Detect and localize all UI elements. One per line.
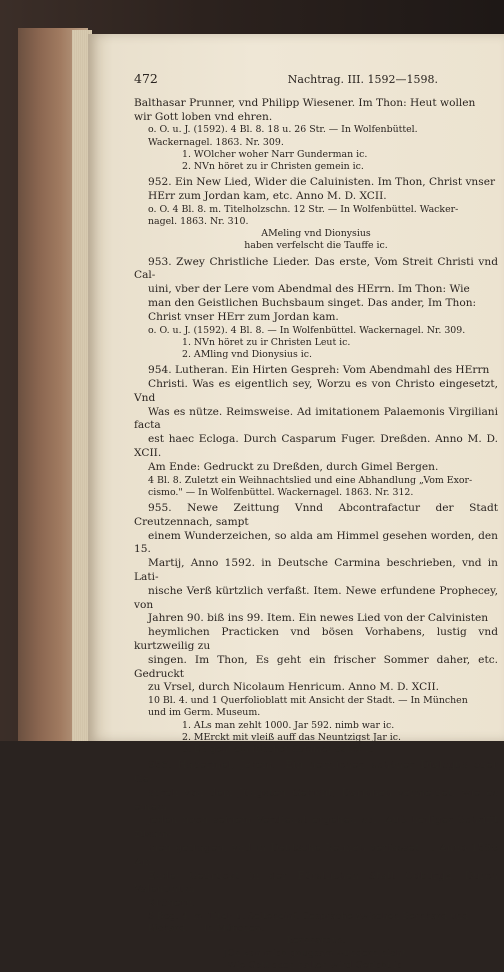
incipit-line: AMeling vnd Dionysius [261,228,371,240]
entry-954 [134,364,498,474]
note-line: 2. MErckt mit vleiß auff das Neuntzigst Jar ic. [182,731,402,743]
entry-955-note [134,695,498,719]
text-line: Jahren 90. biß ins 99. Item. Ein newes Lied von der Calvinisten [148,612,489,625]
entry-953 [134,256,498,325]
running-head: Nachtrag. III. 1592—1598. [287,73,438,86]
entry-952 [134,176,498,204]
entry-954-note [134,475,498,499]
note-line: 5 Bog. 4. m. Titel- u. Seiteneinf. Gespräche zwischen Bernhard und [148,910,469,922]
note-line: 1. WOlcher woher Narr Gunderman ic. [182,148,368,160]
note-line: 3. ES geht ein frischer Sommer daher ic. [182,743,377,755]
text-line: einem Wunderzeichen, so alda am Himmel gesehen worden, den 15. [134,529,498,556]
text-line: zu Vrsel, durch Nicolaum Henricum. Anno M. D. XCII. [148,681,440,694]
text-line: Krönern. [148,897,196,910]
text-line: uini, vber der Lere vom Abendmal des HErrn. Im Thon: Wie [148,283,470,296]
page-header [134,72,498,87]
text-line: 956. Habermel, Jerem., Ein herrlicher, schöner Dialogus oder Ge- [134,759,498,785]
note-line: 2. NVn höret zu ir Christen gemein ic. [182,161,364,172]
entry-956-note [134,911,498,935]
text-line: man den Geistlichen Buchsbaum singet. Das ander, Im Thon: [148,297,477,309]
text-line: nische Verß kürtzlich verfaßt. Item. Newe erfundene Prophecey, von [134,584,498,611]
text-line: Christ vnser HErr zum Jordan kam. [148,310,339,323]
entry-955-sub-notes [134,720,498,757]
incipit-line: haben verfelscht die Tauffe ic. [244,240,388,252]
entry-956-incipit [134,935,498,972]
text-line: HErr zum Jordan kam, etc. Anno M. D. XCII. [148,190,387,202]
text-line: est haec Ecloga. Durch Casparum Fuger. Dreßden. Anno M. D. XCII. [134,433,498,459]
note-line: Wackernagel. 1863. Nr. 309. [148,136,284,148]
incipit-line: Wie Gott doch halten wird Gericht ic. [227,959,405,971]
page-content [134,72,498,972]
note-line: 10 Bl. 4. und 1 Querfolioblatt mit Ansicht der Stadt. — In München [148,695,468,707]
text-line: Martij, Anno 1592. in Deutsche Carmina beschrieben, vnd in Lati- [134,557,498,583]
entry-953-sub-notes [134,337,498,361]
note-line: 1. NVn höret zu ir Christen Leut ic. [182,336,351,348]
entry-952-incipit [134,228,498,252]
text-line: 954. Lutheran. Ein Hirten Gespreh: Vom Abendmahl des HErrn [148,364,490,377]
entry-956 [134,759,498,911]
text-line: men getragen, vnd in Deutsche Reimen verfasset . . Anno 1598 Am [134,841,498,868]
intro-note [134,124,498,148]
text-line: heymlichen Practicken vnd bösen Vorhabens, lustig vnd kurtzweilig zu [134,626,498,652]
text-line: Ende: Gedruckt in der Fürstlichen Statt Coburgk, Durch Valentinum [134,869,498,896]
intro-sub-notes [134,149,498,173]
page-number: 472 [134,71,158,86]
incipit-line: JCh kan mich gnugsam wundern nicht, [223,947,409,959]
note-line: o. O. u. J. (1592). 4 Bl. 8. — In Wolfenbüttel. Wackernagel. Nr. 309. [148,324,466,336]
entry-953-note [134,325,498,337]
note-line: o. O. u. J. (1592). 4 Bl. 8. 18 u. 26 Str. — In Wolfenbüttel. [148,124,418,136]
entry-955 [134,502,498,695]
note-line: und im Germ. Museum. [148,707,261,719]
note-line: cismo." — In Wolfenbüttel. Wackernagel. 1863. Nr. 312. [148,486,414,498]
incipit-line: Bernhardus. [286,935,346,947]
text-line: spreh von dem Jüngsten Gericht, Darinnen vermeldet, wie es einem [134,786,498,813]
note-line: 1. ALs man zehlt 1000. Jar 592. nimb war ic. [182,719,395,731]
text-line: Was es nütze. Reimsweise. Ad imitationem Palaemonis Virgiliani facta [134,405,498,432]
note-line: nagel. 1863. Nr. 310. [148,216,249,227]
text-line: Balthasar Prunner, vnd Philipp Wiesener. Im Thon: Heut wollen [134,96,476,109]
text-line: 955. Newe Zeittung Vnnd Abcontrafactur der Stadt Creutzennach, sampt [134,501,498,528]
text-line: singen. Im Thon, Es geht ein frischer Sommer daher, etc. Gedruckt [134,653,498,680]
text-line: Am Ende: Gedruckt zu Dreßden, durch Gimel Bergen. [148,460,439,473]
note-line: Richard. — In München. [148,923,264,935]
note-line: 2. AMling vnd Dionysius ic. [182,349,312,360]
text-line: jeden nach seinem Verdienst ergehen sol. Auß heiliger Schrifft zusam- [134,814,498,841]
note-line: 4 Bl. 8. Zuletzt ein Weihnachtslied und eine Abhandlung „Vom Exor- [148,474,473,486]
text-line: 953. Zwey Christliche Lieder. Das erste, Vom Streit Christi vnd Cal- [134,255,498,282]
text-line: Christi. Was es eigentlich sey, Worzu es von Christo eingesetzt, Vnd [134,378,498,404]
text-line: wir Gott loben vnd ehren. [134,110,273,123]
text-line: 952. Ein New Lied, Wider die Caluinisten. Im Thon, Christ vnser [148,176,496,189]
note-line: o. O. 4 Bl. 8. m. Titelholzschn. 12 Str. — In Wolfenbüttel. Wacker- [148,203,459,215]
intro-text [134,97,498,125]
entry-952-note [134,204,498,228]
